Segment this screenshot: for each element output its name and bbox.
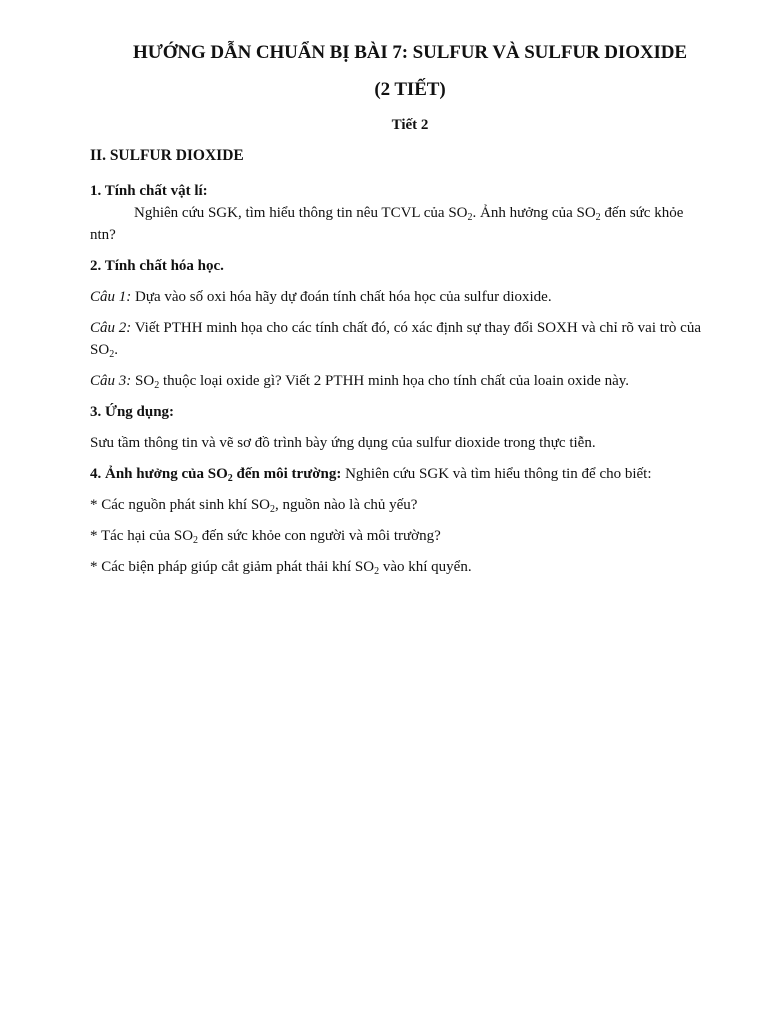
environment-item-1-text-b: , nguồn nào là chủ yếu?: [275, 497, 418, 513]
environment-text: Nghiên cứu SGK và tìm hiểu thông tin để cho biết:: [341, 466, 652, 482]
question-3-label: Câu 3:: [90, 373, 132, 389]
environment-item-1-text-a: * Các nguồn phát sinh khí SO: [90, 497, 270, 513]
question-2: [90, 317, 710, 361]
subscript: 2: [467, 212, 473, 223]
environment-paragraph: [90, 463, 710, 485]
environment-item-2: [90, 525, 710, 547]
subscript: 2: [374, 566, 380, 577]
physical-text-a: Nghiên cứu SGK, tìm hiểu thông tin nêu TCVL của SO: [134, 205, 468, 221]
subscript: 2: [227, 473, 233, 484]
subscript: 2: [595, 212, 601, 223]
document-title-line2: (2 TIẾT): [374, 79, 446, 100]
environment-item-3-text-b: vào khí quyển.: [379, 559, 472, 575]
question-3-text-a: SO: [131, 373, 155, 389]
question-2-text-a: Viết PTHH minh họa cho các tính chất đó, có xác định sự thay đổi SOXH và chỉ rõ vai trò của SO: [90, 320, 701, 358]
question-2-label: Câu 2:: [90, 320, 132, 336]
question-1-label: Câu 1:: [90, 289, 132, 305]
application-heading: 3. Ứng dụng:: [90, 404, 175, 420]
physical-text-b: . Ảnh hưởng của SO: [472, 205, 596, 221]
question-1-text: Dựa vào số oxi hóa hãy dự đoán tính chất hóa học của sulfur dioxide.: [131, 289, 552, 305]
question-3: [90, 370, 710, 392]
physical-properties-text: [90, 202, 710, 246]
subscript: 2: [270, 504, 275, 515]
physical-text-c: đến sức khỏe ntn?: [90, 205, 684, 243]
environment-item-3-text-a: * Các biện pháp giúp cắt giảm phát thải khí SO: [90, 559, 375, 575]
question-1: [90, 286, 710, 308]
period-label: Tiết 2: [391, 117, 429, 133]
chemical-properties-heading: 2. Tính chất hóa học.: [90, 258, 224, 274]
question-2-text-b: .: [114, 342, 118, 358]
environment-item-3: [90, 556, 710, 578]
document-title-line1: HƯỚNG DẪN CHUẨN BỊ BÀI 7: SULFUR VÀ SULFUR DIOXIDE: [133, 42, 687, 63]
subscript: 2: [109, 349, 115, 360]
subscript: 2: [193, 535, 199, 546]
section-heading: II. SULFUR DIOXIDE: [90, 147, 244, 164]
subscript: 2: [154, 380, 160, 391]
environment-heading-a: 4. Ảnh hưởng của SO: [90, 466, 228, 482]
environment-item-2-text-b: đến sức khỏe con người và môi trường?: [198, 528, 441, 544]
question-3-text-b: thuộc loại oxide gì? Viết 2 PTHH minh họa cho tính chất của loain oxide này.: [159, 373, 630, 389]
application-text: Sưu tầm thông tin và vẽ sơ đồ trình bày ứng dụng của sulfur dioxide trong thực tiễn.: [90, 435, 596, 451]
environment-heading-b: đến môi trường:: [232, 466, 342, 482]
environment-item-1: [90, 494, 710, 516]
environment-item-2-text-a: * Tác hại của SO: [90, 528, 194, 544]
physical-properties-heading: 1. Tính chất vật lí:: [90, 183, 208, 199]
